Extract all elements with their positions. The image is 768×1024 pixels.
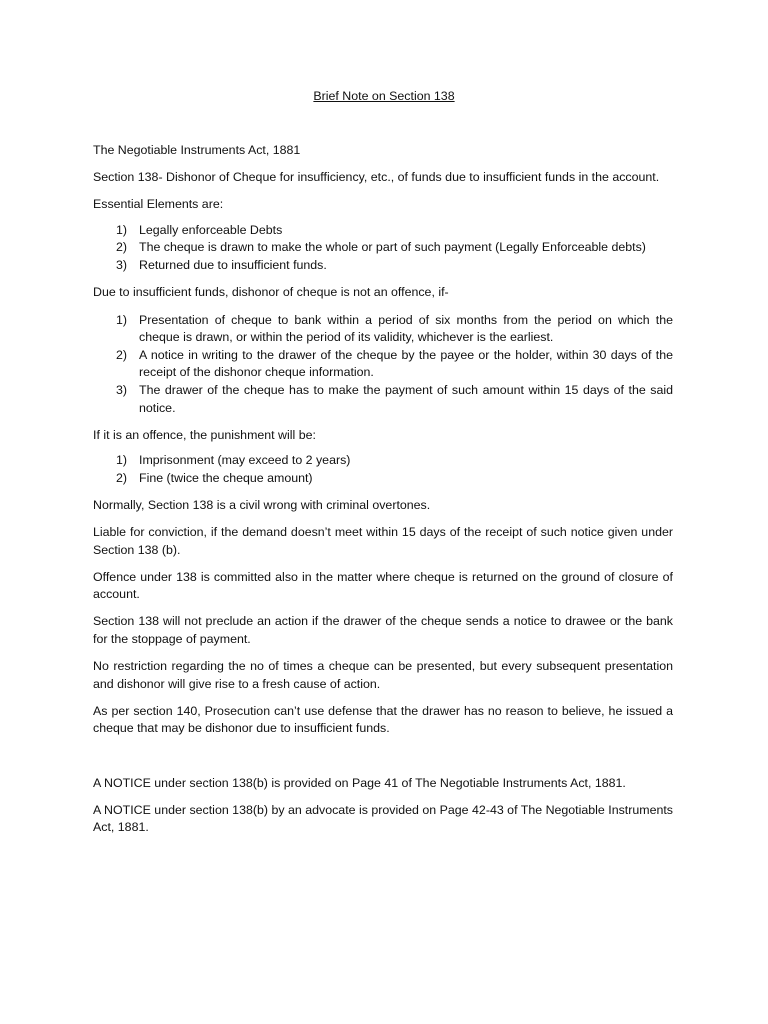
list-item — [93, 470, 673, 488]
section-description: Section 138- Dishonor of Cheque for insufficiency, etc., of funds due to insufficient funds in the account. — [93, 170, 660, 185]
list-item — [93, 347, 673, 382]
paragraph: Section 138 will not preclude an action if the drawer of the cheque sends a notice to drawee or the bank for the stoppage of payment. — [93, 614, 673, 647]
list-item — [93, 257, 673, 275]
list-item — [93, 222, 673, 240]
document-title: Brief Note on Section 138 — [313, 89, 455, 103]
notice-paragraph: A NOTICE under section 138(b) by an advocate is provided on Page 42-43 of The Negotiable Instruments Act, 1881. — [93, 802, 673, 835]
list-number: 1) — [116, 312, 128, 327]
list-number: 2) — [116, 240, 128, 255]
list-number: 2) — [116, 347, 128, 362]
notice-paragraph: A NOTICE under section 138(b) is provided on Page 41 of The Negotiable Instruments Act, 1881. — [93, 775, 626, 790]
list-item — [93, 312, 673, 347]
list-number: 1) — [116, 453, 128, 468]
list-item — [93, 239, 673, 257]
list-number: 1) — [116, 222, 128, 237]
list-text: Imprisonment (may exceed to 2 years) — [139, 453, 351, 468]
list-text: Fine (twice the cheque amount) — [139, 470, 313, 485]
list-number: 3) — [116, 383, 128, 398]
punishment-heading: If it is an offence, the punishment will be: — [93, 427, 316, 442]
list-text: Legally enforceable Debts — [139, 222, 283, 237]
elements-list — [93, 222, 673, 275]
document-body — [93, 142, 673, 846]
list-text: The cheque is drawn to make the whole or part of such payment (Legally Enforceable debts) — [139, 240, 646, 255]
list-text: Returned due to insufficient funds. — [139, 257, 327, 272]
paragraph: Liable for conviction, if the demand doesn’t meet within 15 days of the receipt of such notice given under Section 138 (b). — [93, 525, 673, 557]
spacer — [93, 748, 673, 775]
list-number: 3) — [116, 257, 128, 272]
conditions-list — [93, 312, 673, 418]
punishments-list — [93, 452, 673, 487]
conditions-heading: Due to insufficient funds, dishonor of cheque is not an offence, if- — [93, 285, 449, 300]
list-number: 2) — [116, 470, 128, 485]
paragraph: Offence under 138 is committed also in the matter where cheque is returned on the ground of closure of account. — [93, 569, 673, 602]
list-item — [93, 382, 673, 417]
paragraph: As per section 140, Prosecution can’t use defense that the drawer has no reason to believe, he issued a cheque that may be dishonor due to insufficient funds. — [93, 703, 673, 736]
list-text: Presentation of cheque to bank within a period of six months from the period on which the cheque is drawn, or within the period of its validity, whichever is the earliest. — [139, 312, 673, 345]
list-text: The drawer of the cheque has to make the payment of such amount within 15 days of the said notice. — [139, 383, 673, 415]
elements-heading: Essential Elements are: — [93, 197, 224, 212]
paragraph: No restriction regarding the no of times a cheque can be presented, but every subsequent presentation and dishonor will give rise to a fresh cause of action. — [93, 659, 673, 691]
list-item — [93, 452, 673, 470]
list-text: A notice in writing to the drawer of the cheque by the payee or the holder, within 30 days of the receipt of the dishonor cheque information. — [139, 347, 673, 380]
paragraph: Normally, Section 138 is a civil wrong with criminal overtones. — [93, 498, 431, 512]
act-name: The Negotiable Instruments Act, 1881 — [93, 143, 301, 157]
